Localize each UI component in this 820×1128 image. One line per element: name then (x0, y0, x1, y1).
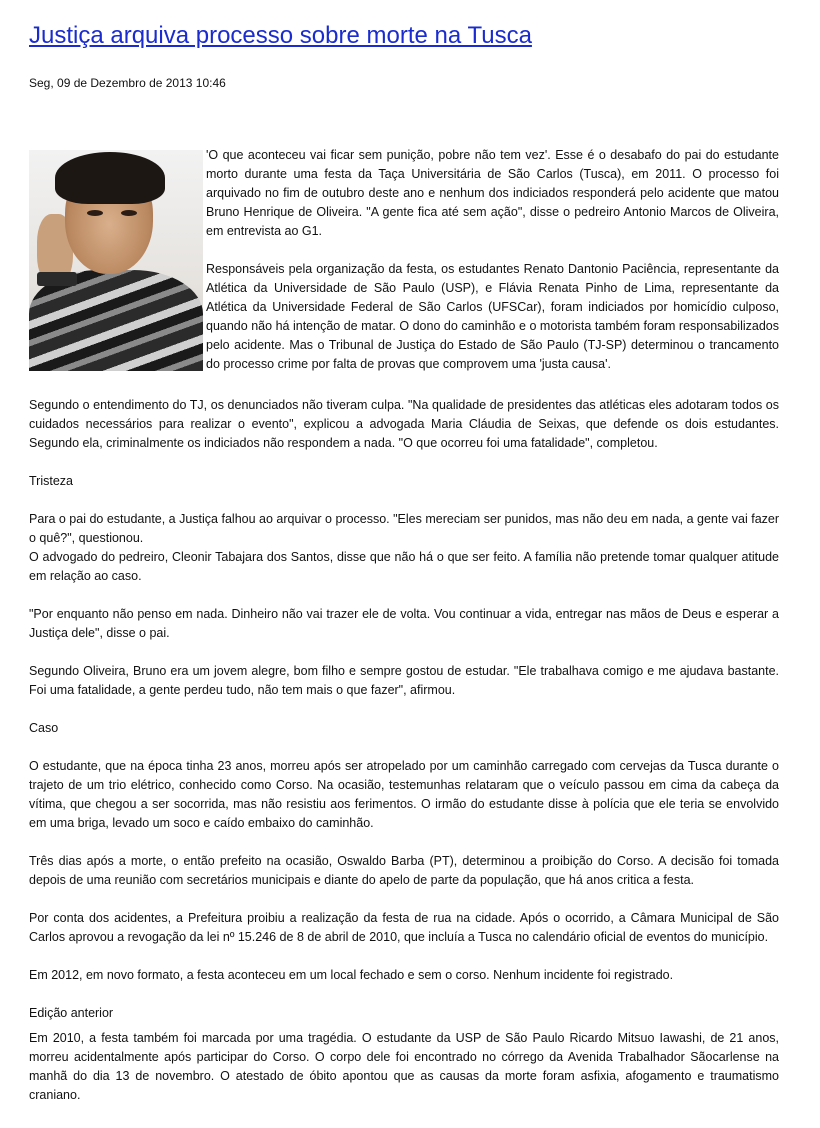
paragraph: Para o pai do estudante, a Justiça falhou ao arquivar o processo. "Eles mereciam ser punidos, mas não deu em nada, a gente vai fazer o quê?", questionou. (29, 512, 780, 545)
article-body (29, 146, 779, 1105)
section-heading-edicao-anterior: Edição anterior (29, 1006, 114, 1020)
paragraph: Em 2010, a festa também foi marcada por uma tragédia. O estudante da USP de São Paulo Ricardo Mitsuo Iawashi, de 21 anos, morreu acidentalmente após participar do Corso. O corpo dele foi encontrado no córrego da Avenida Trabalhador Sãocarlense na manhã do dia 13 de novembro. O atestado de óbito apontou que as causas da morte foram asfixia, afogamento e traumatismo craniano. (29, 1031, 779, 1102)
paragraph: Segundo o entendimento do TJ, os denunciados não tiveram culpa. "Na qualidade de presidentes das atléticas eles adotaram todos os cuidados necessários para realizar o evento", explicou a advogada Maria Cláudia de Seixas, que defende os dois estudantes. Segundo ela, criminalmente os indiciados não respondem a nada. "O que ocorreu foi uma fatalidade", completou. (29, 398, 779, 450)
paragraph: Por conta dos acidentes, a Prefeitura proibiu a realização da festa de rua na cidade. Após o ocorrido, a Câmara Municipal de São Carlos aprovou a revogação da lei nº 15.246 de 8 de abril de 2010, que incluía a Tusca no calendário oficial de eventos do município. (29, 911, 779, 944)
article-title-link[interactable]: Justiça arquiva processo sobre morte na Tusca (29, 22, 532, 49)
paragraph: O advogado do pedreiro, Cleonir Tabajara dos Santos, disse que não há o que ser feito. A família não pretende tomar qualquer atitude em relação ao caso. (29, 550, 779, 583)
paragraph: 'O que aconteceu vai ficar sem punição, pobre não tem vez'. Esse é o desabafo do pai do estudante morto durante uma festa da Taça Universitária de São Carlos (Tusca), em 2011. O processo foi arquivado no fim de outubro deste ano e nenhum dos indiciados responderá pelo acidente que matou Bruno Henrique de Oliveira. "A gente fica até sem ação", disse o pedreiro Antonio Marcos de Oliveira, em entrevista ao G1. (206, 148, 779, 238)
paragraph: "Por enquanto não penso em nada. Dinheiro não vai trazer ele de volta. Vou continuar a vida, entregar nas mãos de Deus e esperar a Justiça dele", disse o pai. (29, 607, 779, 640)
paragraph: Segundo Oliveira, Bruno era um jovem alegre, bom filho e sempre gostou de estudar. "Ele trabalhava comigo e me ajudava bastante. Foi uma fatalidade, a gente perdeu tudo, não tem mais o que fazer", afirmou. (29, 664, 779, 697)
article (29, 18, 779, 1105)
portrait-photo (29, 150, 203, 371)
article-date: Seg, 09 de Dezembro de 2013 10:46 (29, 76, 226, 90)
paragraph: Três dias após a morte, o então prefeito na ocasião, Oswaldo Barba (PT), determinou a proibição do Corso. A decisão foi tomada depois de uma reunião com secretários municipais e diante do apelo de parte da população, que há anos critica a festa. (29, 854, 779, 887)
paragraph: Em 2012, em novo formato, a festa aconteceu em um local fechado e sem o corso. Nenhum incidente foi registrado. (29, 968, 674, 982)
paragraph: O estudante, que na época tinha 23 anos, morreu após ser atropelado por um caminhão carregado com cervejas da Tusca durante o trajeto de um trio elétrico, conhecido como Corso. Na ocasião, testemunhas relataram que o veículo passou em cima da cabeça da vítima, que chegou a ser socorrida, mas não resistiu aos ferimentos. O irmão do estudante disse à polícia que ele teria se envolvido em uma briga, levado um soco e caído embaixo do caminhão. (29, 759, 779, 830)
paragraph: Responsáveis pela organização da festa, os estudantes Renato Dantonio Paciência, representante da Atlética da Universidade de São Paulo (USP), e Flávia Renata Pinho de Lima, representante da Atlética da Universidade Federal de São Carlos (UFSCar), foram indiciados por homicídio culposo, quando não há intenção de matar. O dono do caminhão e o motorista também foram responsabilizados pelo acidente. Mas o Tribunal de Justiça do Estado de São Paulo (TJ-SP) determinou o trancamento do processo crime por falta de provas que comprovem uma 'justa causa'. (206, 262, 779, 371)
section-heading-tristeza: Tristeza (29, 474, 73, 488)
section-heading-caso: Caso (29, 721, 59, 735)
